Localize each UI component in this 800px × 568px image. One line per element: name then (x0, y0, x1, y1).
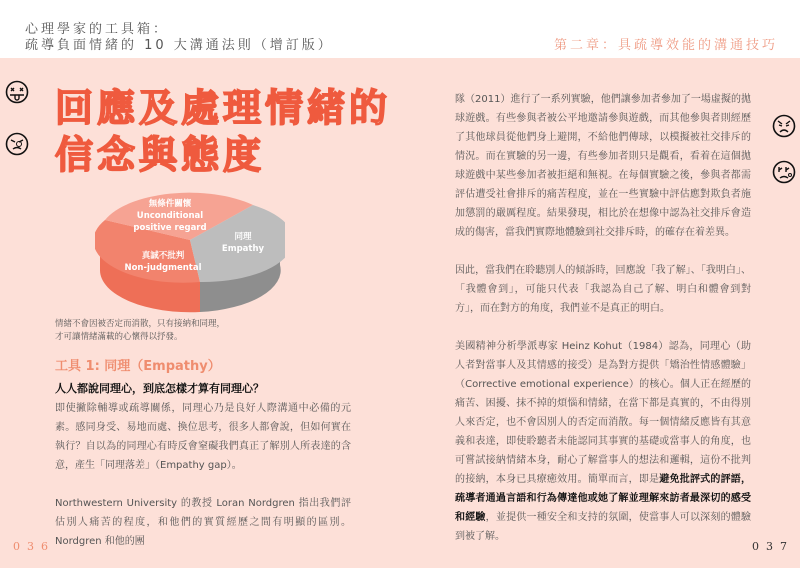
book-title (25, 22, 334, 54)
left-column (55, 318, 351, 551)
slice-label-en: positive regard (133, 223, 207, 233)
right-column (455, 90, 751, 546)
headline (55, 85, 391, 179)
headline-line1: 回應及處理情緒的 (55, 86, 392, 130)
page-header (0, 0, 800, 58)
slice-label-zh: 真誠不批判 (141, 251, 185, 261)
section-question: 人人都說同理心，到底怎樣才算有同理心？ (55, 382, 264, 395)
pie-diagram (95, 185, 285, 315)
dizzy-face-icon (5, 80, 29, 104)
chapter-title: 第二章：具疏導效能的溝通技巧 (553, 38, 778, 53)
slice-label-en: Non-judgmental (124, 263, 202, 273)
angry-face-icon (5, 132, 29, 156)
diagram-caption (55, 318, 351, 344)
page-number-left: 036 (13, 540, 55, 553)
bold-text: 避免批評式的評語，疏導者通過言語和行為傳達他或她了解並理解來訪者最深切的感受和經驗 (455, 474, 752, 523)
slice-label-en: Unconditional (136, 211, 204, 221)
book-title-line2: 疏導負面情緒的 10 大溝通法則（增訂版） (25, 38, 334, 53)
paragraph: Northwestern University 的教授 Loran Nordgren 指出我們評估別人痛苦的程度，和他們的實質經歷之間有明顯的區別。Nordgren 和他的團 (55, 498, 351, 547)
page-number-right: 037 (752, 540, 794, 553)
paragraph-kohut (455, 337, 751, 546)
text: 美國精神分析學派專家 Heinz Kohut（1984）認為，同理心（助人者對當事人及其情感的接受）是為對方提供「矯治性情感體驗」（Corrective emotional experience）的核心。個人正在經歷的痛苦、困擾、抹不掉的煩惱和情緒，在當下都是真實的，不由得別人來否定，也不會因別人的否定而消散。每一個情緒反應皆有其意義和表達，即使聆聽者未能認同其事實的基礎或當事人的角度，也可嘗試接納情緒本身，耐心了解當事人的想法和邏輯，這份不批判的接納，本身已具療癒效用。簡單而言，即是 (455, 341, 751, 485)
paragraph: 即使撇除輔導或疏導關係，同理心乃是良好人際溝通中必備的元素。感同身受、易地而處、換位思考，很多人都會說，但如何實在執行？自以為的同理心有時反會窒礙我們真正了解別人所表達的含意，產生「同理落差」（Empathy gap）。 (55, 403, 351, 471)
section-heading: 工具 1: 同理（Empathy） (55, 359, 221, 374)
slice-label-en: Empathy (221, 244, 265, 254)
caption-line1: 情緒不會因被否定而消散，只有接納和同理， (55, 319, 226, 329)
slice-label-zh: 同理 (234, 232, 252, 242)
furious-face-icon (772, 114, 796, 138)
headline-line2: 信念與態度 (55, 133, 266, 177)
slice-label-zh: 無條件關懷 (148, 199, 192, 209)
crying-face-icon (772, 160, 796, 184)
paragraph: 因此，當我們在聆聽別人的傾訴時，回應說「我了解」、「我明白」、「我體會到」，可能只代表「我認為自己了解、明白和體會到對方」，而在對方的角度，我們並不是真正的明白。 (455, 265, 751, 314)
book-title-line1: 心理學家的工具箱： (25, 22, 170, 37)
paragraph: 隊（2011）進行了一系列實驗，他們讓參加者參加了一場虛擬的拋球遊戲。有些參與者被公平地邀請參與遊戲，而其他參與者則經歷了其他球員從他們身上避開，不給他們傳球，以模擬被社交排斥的情況。而在實驗的另一邊，有些參加者則只是觀看，看着在這個拋球遊戲中某些參加者被拒絕和無視。在每個實驗之後，參與者都需評估遭受社會排斥的痛苦程度，並在一些實驗中評估應對欺負者施加懲罰的嚴厲程度。結果發現，相比於在想像中認為社交排斥會造成的傷害，當我們實際地體驗到社交排斥時，的確存在着差異。 (455, 94, 751, 238)
caption-line2: 才可讓情緒滿載的心懷得以抒發。 (55, 332, 183, 342)
text: ，並提供一種安全和支持的氛圍，使當事人可以深刻的體驗到被了解。 (455, 512, 752, 542)
